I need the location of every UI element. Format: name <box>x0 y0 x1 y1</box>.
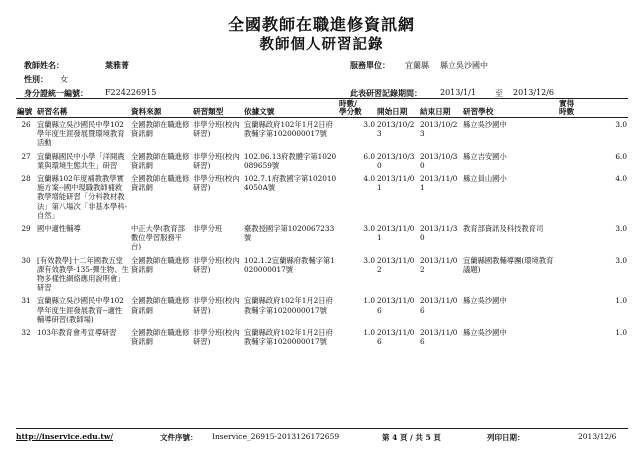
col-header-start: 開始日期 <box>376 100 419 118</box>
teacher-name-label: 教師姓名： <box>24 60 64 70</box>
col-header-course: 研習名稱 <box>36 100 130 118</box>
row-credit: 3.0 <box>615 224 627 234</box>
row-end: 2013/11/01 <box>420 174 458 193</box>
row-credit: 3.0 <box>615 120 627 129</box>
training-record-table <box>16 100 628 348</box>
col-header-school: 研習學校 <box>462 100 558 118</box>
gender-value: 女 <box>60 75 68 84</box>
table-header-row <box>16 100 628 118</box>
row-doc: 臺教授國字第1020067233號 <box>244 224 335 243</box>
row-school: 縣立員山國小 <box>463 174 507 184</box>
period-label: 此表研習記錄期間： <box>350 88 422 98</box>
id-label: 身分證統一編號： <box>24 88 88 98</box>
table-row <box>16 118 628 150</box>
row-start: 2013/11/01 <box>377 224 415 243</box>
table-row <box>16 172 628 222</box>
table-row <box>16 222 628 254</box>
row-start: 2013/10/23 <box>377 120 415 139</box>
row-start: 2013/11/06 <box>377 296 415 315</box>
row-start: 2013/11/01 <box>377 174 415 193</box>
table-row <box>16 254 628 295</box>
row-credit: 3.0 <box>615 255 627 265</box>
row-source: 全國教師在職進修資訊網 <box>131 174 190 193</box>
row-hours: 3.0 <box>363 120 375 129</box>
row-hours: 3.0 <box>363 255 375 265</box>
col-header-hours: 時數/ 學分數 <box>338 100 376 118</box>
row-school: 縣立吳沙國中 <box>463 296 507 306</box>
row-school: 縣立吳沙國中 <box>463 120 507 129</box>
row-no: 27 <box>21 151 31 161</box>
col-header-source: 資料來源 <box>130 100 192 118</box>
row-start: 2013/11/06 <box>377 328 415 347</box>
row-no: 26 <box>21 120 31 129</box>
row-no: 29 <box>21 224 31 234</box>
page-title: 全國教師在職進修資訊網 <box>227 15 415 34</box>
row-hours: 1.0 <box>363 328 375 338</box>
footer-url-link[interactable]: http://inservice.edu.tw/ <box>16 432 114 441</box>
col-header-no: 編號 <box>16 100 36 118</box>
row-source: 全國教師在職進修資訊網 <box>131 151 190 170</box>
row-credit: 4.0 <box>615 174 627 184</box>
row-type: 非學分班(校內研習) <box>193 120 240 139</box>
row-doc: 102.06.13府教體字第1020089659號 <box>244 151 337 170</box>
row-credit: 1.0 <box>615 296 627 306</box>
row-end: 2013/10/30 <box>420 151 458 170</box>
row-end: 2013/10/23 <box>420 120 458 139</box>
row-course: 宜蘭縣102年度補教教學實施方案--國中現職教師補救教學增能研習「分科教材教法」第八場次「非基本學科-自然」 <box>37 174 128 220</box>
row-doc: 宜蘭縣政府102年1月2日府教輔字第1020000017號 <box>244 296 333 315</box>
row-no: 32 <box>21 328 31 338</box>
row-type: 非學分班(校內研習) <box>193 255 240 274</box>
row-credit: 1.0 <box>615 328 627 338</box>
row-course: 宜蘭縣國民中小學「洋開農業與環境生態共生」研習 <box>37 151 125 170</box>
row-no: 30 <box>21 255 31 265</box>
row-course: [有效教學]十二年國教五堂課有效教學-135-彈生物、生物多樣性網絡應用說明會」研習 <box>37 255 129 293</box>
row-end: 2013/11/06 <box>420 296 458 315</box>
row-source: 中正大學(教育部數位學習服務平台) <box>131 224 185 252</box>
row-doc: 宜蘭縣政府102年1月2日府教輔字第1020000017號 <box>244 328 333 347</box>
row-doc: 102.7.1府教國字第1020104050A號 <box>244 174 337 193</box>
row-course: 103年教育會考宣導研習 <box>37 328 117 338</box>
row-course: 宜蘭縣立吳沙國民中學102學年度生涯發展教育--適性輔導研習(教師場) <box>37 296 124 324</box>
page-indicator: 第 4 頁 / 共 5 頁 <box>382 433 441 442</box>
row-school: 宜蘭縣國教輔導團(環境教育議題) <box>463 255 554 274</box>
row-source: 全國教師在職進修資訊網 <box>131 120 190 139</box>
row-hours: 6.0 <box>363 151 375 161</box>
print-date-value: 2013/12/6 <box>578 432 617 441</box>
unit-label: 服務單位： <box>350 60 390 70</box>
row-type: 非學分班(校內研習) <box>193 174 240 193</box>
row-school: 縣立吉安國小 <box>463 151 507 161</box>
row-end: 2013/11/06 <box>420 328 458 347</box>
serial-label: 文件序號： <box>160 433 198 442</box>
row-hours: 4.0 <box>363 174 375 184</box>
gender-label: 性別： <box>24 74 48 84</box>
row-hours: 1.0 <box>363 296 375 306</box>
row-type: 非學分班(校內研習) <box>193 328 240 347</box>
col-header-end: 結束日期 <box>419 100 462 118</box>
row-start: 2013/10/30 <box>377 151 415 170</box>
row-type: 非學分班(校內研習) <box>193 151 240 170</box>
row-type: 非學分班(校內研習) <box>193 296 240 315</box>
table-row <box>16 326 628 348</box>
row-course: 宜蘭縣立吳沙國民中學102學年度生涯發展暨環境教育活動 <box>37 120 125 148</box>
row-source: 全國教師在職進修資訊網 <box>131 255 190 274</box>
row-school: 教育部資訊及科技教育司 <box>463 224 544 234</box>
period-start: 2013/1/1 <box>440 88 476 97</box>
footer-rule <box>16 428 628 429</box>
col-header-credit: 實得 時數 <box>558 100 628 118</box>
col-header-type: 研習類型 <box>192 100 243 118</box>
print-date-label: 列印日期： <box>487 433 525 442</box>
row-source: 全國教師在職進修資訊網 <box>131 328 190 347</box>
row-start: 2013/11/02 <box>377 255 415 274</box>
row-end: 2013/11/02 <box>420 255 458 274</box>
row-end: 2013/11/30 <box>420 224 458 243</box>
row-credit: 6.0 <box>615 151 627 161</box>
unit-school: 縣立吳沙國中 <box>440 61 488 70</box>
period-end: 2013/12/6 <box>513 88 555 97</box>
row-school: 縣立吳沙國中 <box>463 328 507 338</box>
row-source: 全國教師在職進修資訊網 <box>131 296 190 315</box>
row-course: 國中適性輔導 <box>37 224 81 234</box>
serial-value: Inservice_26915-2013126172659 <box>212 432 340 441</box>
col-header-doc: 依據文號 <box>243 100 338 118</box>
row-doc: 宜蘭縣政府102年1月2日府教輔字第1020000017號 <box>244 120 333 139</box>
row-type: 非學分班 <box>193 224 223 234</box>
row-hours: 3.0 <box>363 224 375 234</box>
header-rule <box>16 98 628 99</box>
period-separator: 至 <box>495 89 503 98</box>
table-row <box>16 294 628 326</box>
row-no: 28 <box>21 174 31 184</box>
page-subtitle: 教師個人研習記錄 <box>259 36 384 53</box>
table-row <box>16 150 628 172</box>
row-doc: 102.1.2宜蘭縣府教輔字第1020000017號 <box>244 255 335 274</box>
row-no: 31 <box>21 296 31 306</box>
teacher-name-value: 葉雅菁 <box>105 60 129 70</box>
id-value: F224226915 <box>105 88 157 97</box>
unit-county: 宜蘭縣 <box>405 61 429 70</box>
